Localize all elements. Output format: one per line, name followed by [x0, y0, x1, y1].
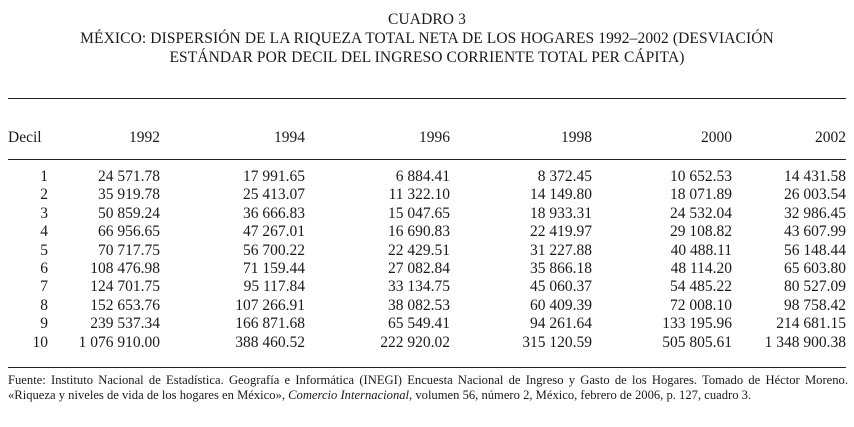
table-title-line-1: MÉXICO: DISPERSIÓN DE LA RIQUEZA TOTAL NETA DE LOS HOGARES 1992–2002 (DESVIACIÓN: [80, 30, 774, 47]
value-cell: 50 859.24: [98, 204, 160, 222]
value-cell: 26 003.54: [784, 186, 846, 204]
value-cell: 47 267.01: [243, 223, 305, 241]
table-row: [8, 297, 846, 315]
decil-cell: 10: [32, 333, 48, 351]
table-row: [8, 334, 846, 352]
source-note-details: , volumen 56, número 2, México, febrero de 2006, p. 127, cuadro 3.: [409, 387, 752, 402]
decil-cell: 7: [40, 278, 48, 296]
value-cell: 505 805.61: [662, 333, 732, 351]
value-cell: 60 409.39: [530, 296, 592, 314]
table-number: CUADRO 3: [388, 11, 466, 28]
value-cell: 14 431.58: [784, 168, 846, 185]
decil-cell: 9: [40, 315, 48, 333]
header-1992: 1992: [129, 129, 160, 146]
value-cell: 222 920.02: [380, 333, 450, 351]
table-row: [8, 186, 846, 204]
value-cell: 36 666.83: [243, 204, 305, 222]
value-cell: 152 653.76: [90, 296, 160, 314]
table-row: [8, 205, 846, 223]
value-cell: 15 047.65: [388, 204, 450, 222]
decil-cell: 5: [40, 241, 48, 259]
value-cell: 8 372.45: [537, 168, 592, 185]
decil-cell: 6: [40, 259, 48, 277]
value-cell: 33 134.75: [388, 278, 450, 296]
value-cell: 214 681.15: [776, 315, 846, 333]
source-note-text: Fuente: Instituto Nacional de Estadística. Geografía e Informática (INEGI) Encuesta Nacional de Ingreso y Gasto de los Hogares. Tomado de Héctor Moreno. «Riqueza y niveles de vida de los hogares en México»,: [8, 373, 848, 402]
value-cell: 108 476.98: [90, 259, 160, 277]
value-cell: 45 060.37: [530, 278, 592, 296]
value-cell: 27 082.84: [388, 259, 450, 277]
value-cell: 11 322.10: [388, 186, 450, 204]
value-cell: 56 148.44: [784, 241, 846, 259]
value-cell: 124 701.75: [90, 278, 160, 296]
table-row: [8, 168, 846, 186]
value-cell: 38 082.53: [388, 296, 450, 314]
value-cell: 71 159.44: [243, 259, 305, 277]
decil-cell: 4: [40, 223, 48, 241]
header-1994: 1994: [274, 129, 305, 146]
value-cell: 17 991.65: [243, 168, 305, 185]
value-cell: 70 717.75: [98, 241, 160, 259]
header-1998: 1998: [561, 129, 592, 146]
value-cell: 94 261.64: [530, 315, 592, 333]
value-cell: 25 413.07: [243, 186, 305, 204]
table-caption: [0, 10, 854, 67]
value-cell: 24 571.78: [98, 168, 160, 185]
decil-cell: 2: [40, 186, 48, 204]
value-cell: 18 071.89: [670, 186, 732, 204]
value-cell: 98 758.42: [784, 296, 846, 314]
source-note: [8, 373, 848, 402]
value-cell: 24 532.04: [670, 204, 732, 222]
value-cell: 40 488.11: [670, 241, 732, 259]
value-cell: 56 700.22: [243, 241, 305, 259]
value-cell: 65 549.41: [388, 315, 450, 333]
value-cell: 315 120.59: [522, 333, 592, 351]
value-cell: 31 227.88: [530, 241, 592, 259]
value-cell: 166 871.68: [235, 315, 305, 333]
table-header-row: [8, 129, 846, 147]
header-2000: 2000: [701, 129, 732, 146]
value-cell: 66 956.65: [98, 223, 160, 241]
table-row: [8, 315, 846, 333]
value-cell: 65 603.80: [784, 259, 846, 277]
value-cell: 388 460.52: [235, 333, 305, 351]
value-cell: 22 429.51: [388, 241, 450, 259]
header-1996: 1996: [419, 129, 450, 146]
decil-cell: 1: [40, 168, 48, 185]
bottom-rule: [8, 367, 846, 368]
value-cell: 6 884.41: [395, 168, 450, 185]
value-cell: 35 866.18: [530, 259, 592, 277]
value-cell: 14 149.80: [530, 186, 592, 204]
value-cell: 22 419.97: [530, 223, 592, 241]
table-row: [8, 278, 846, 296]
value-cell: 72 008.10: [670, 296, 732, 314]
value-cell: 54 485.22: [670, 278, 732, 296]
decil-cell: 3: [40, 204, 48, 222]
table-row: [8, 260, 846, 278]
value-cell: 239 537.34: [90, 315, 160, 333]
value-cell: 1 348 900.38: [764, 333, 846, 351]
value-cell: 10 652.53: [670, 168, 732, 185]
value-cell: 133 195.96: [662, 315, 732, 333]
source-journal-title: Comercio Internacional: [288, 387, 410, 402]
top-rule: [8, 98, 846, 99]
table-row: [8, 242, 846, 260]
value-cell: 107 266.91: [235, 296, 305, 314]
value-cell: 80 527.09: [784, 278, 846, 296]
value-cell: 48 114.20: [670, 259, 732, 277]
value-cell: 18 933.31: [530, 204, 592, 222]
value-cell: 95 117.84: [243, 278, 305, 296]
decil-cell: 8: [40, 296, 48, 314]
header-decil: Decil: [8, 129, 42, 146]
value-cell: 1 076 910.00: [78, 333, 160, 351]
value-cell: 16 690.83: [388, 223, 450, 241]
value-cell: 29 108.82: [670, 223, 732, 241]
table-title-line-2: ESTÁNDAR POR DECIL DEL INGRESO CORRIENTE TOTAL PER CÁPITA): [169, 49, 685, 66]
table-row: [8, 223, 846, 241]
value-cell: 43 607.99: [784, 223, 846, 241]
header-rule: [8, 159, 846, 160]
value-cell: 35 919.78: [98, 186, 160, 204]
table-body: [8, 168, 846, 352]
header-2002: 2002: [815, 129, 846, 146]
value-cell: 32 986.45: [784, 204, 846, 222]
